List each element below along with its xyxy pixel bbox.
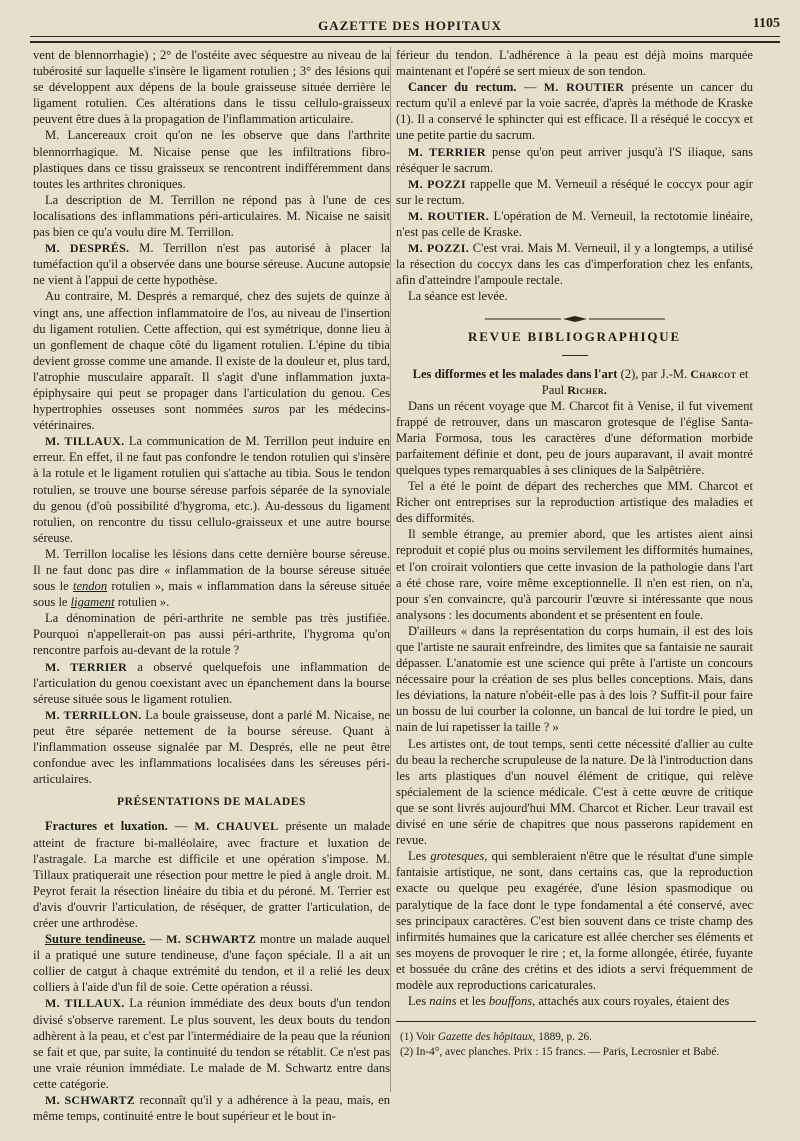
book-citation: [396, 366, 753, 398]
running-title: GAZETTE DES HOPITAUX: [318, 18, 502, 33]
paragraph: M. Lancereaux croit qu'on ne les observe que dans l'arthrite blennorrhagique. M. Nicaise pense que les infiltrations fibro-plastiques dans ce tissu graisseux se rencontrent indifféremment dans toutes les arthrites chroniques.: [33, 128, 390, 191]
paragraph: La séance est levée.: [408, 289, 508, 304]
italic-term: tendon: [72, 579, 108, 594]
italic-term: nains: [429, 994, 457, 1009]
paragraph-text: rotulien », mais « inflammation dans la séreuse située sous le: [33, 579, 390, 610]
footnote-text: , 1889, p. 26.: [532, 1031, 592, 1044]
right-column: [396, 47, 753, 1060]
paragraph-text: La communication de M. Terrillon peut induire en erreur. En effet, il ne faut pas confondre le tendon rotulien qui s'insère à la rotule et le ligament rotulien qui s'attache au tibia. Sous le tendon rotulien, se trouve une bourse séreuse parfois séparée de la synoviale du genou (d'où possibilité d'hygroma, etc.). Au-dessous du ligament rotulien, on rencontre du tissu cellulo-graisseux et une autre bourse séreuse.: [33, 434, 390, 545]
paragraph: Suture tendineuse. — M. SCHWARTZ montre un malade auquel il a pratiqué une suture tendineuse, d'une façon spéciale. Il a ait un collier de catgut à chaque extrémité du tendon, et il a relié les deux colliers à l'aide d'un fil de soie. Cette opération a réussi.: [33, 932, 390, 995]
paragraph: [33, 1092, 390, 1124]
paragraph: [396, 848, 753, 993]
paragraph-text: et les: [456, 994, 489, 1009]
paragraph: La description de M. Terrillon ne répond pas à l'une de ces localisations des inflammations péri-articulaires. M. Nicaise ne saisit pas bien ce qu'a voulu dire M. Terrillon.: [33, 192, 390, 240]
paragraph: Cancer du rectum. — M. ROUTIER présente un cancer du rectum qu'il a enlevé par la voie sacrée, d'après la méthode de Kraske (1). Il a conservé le sphincter qui est efficace. Il a réséqué le coccyx et une petite partie du sacrum.: [396, 80, 753, 143]
paragraph-text: pense qu'on peut arriver jusqu'à l'S iliaque, sans réséquer le sacrum.: [396, 144, 753, 175]
paragraph-text: M. Terrillon n'est pas autorisé à placer la tuméfaction qu'il a observée dans une bourse séreuse. Aucune autopsie ne vient à l'appui de cette hypothèse.: [33, 241, 390, 288]
paragraph: [396, 240, 753, 288]
speaker-name: M. TILLAUX.: [45, 434, 125, 449]
topic-title: Cancer du rectum.: [408, 80, 517, 95]
speaker-name: M. POZZI.: [408, 241, 470, 256]
paragraph-text: La réunion immédiate des deux bouts d'un tendon divisé s'observe rarement. Le plus souvent, les deux bouts du tendon adhèrent à la peau, et c'est par l'intermédiaire de la peau que la réunion se fait et que, par suite, la continuité du tendon se rétablit. Ce n'est pas une vraie réunion immédiate. Le malade de M. Schwartz entre dans cette catégorie.: [33, 996, 390, 1091]
header-rule-thick: [30, 41, 780, 43]
paragraph: D'ailleurs « dans la représentation du corps humain, il est des lois que l'artiste ne saurait enfreindre, des limites que sa fantaisie ne saurait dépasser. L'anatomie est une science qui prête à l'artiste un concours nécessaire pour la création de ses plus belles conceptions. Mais, dans les déviations, la nature n'obéit-elle pas à des lois ? Suffit-il pour faire un bossu de lui courber la colonne, un bancal de lui tordre le pied, un nain de lui rapetisser la taille ? »: [396, 623, 753, 735]
paragraph: Il semble étrange, au premier abord, que les artistes aient ainsi reproduit et copié plus ou moins servilement les difformités humaines, et l'on croirait volontiers que cette invasion de la pathologie dans l'art a été chose rare, voire même exceptionnelle. Il n'en est rien, on n'a, pour s'en convaincre, qu'à parcourir l'œuvre si intéressante que nous analysons : les documents abondent et se présentent en foule.: [396, 527, 753, 622]
speaker-name: M. TERRIER: [408, 144, 486, 159]
paragraph-text: C'est vrai. Mais M. Verneuil, il y a longtemps, a utilisé la résection du coccyx dans les cas d'imperforation chez les enfants, afin d'atteindre l'ampoule rectale.: [396, 241, 754, 288]
paragraph: férieur du tendon. L'adhérence à la peau est déjà moins marquée maintenant et l'opéré se sert mieux de son tendon.: [396, 48, 753, 79]
speaker-name: M. CHAUVEL: [194, 819, 279, 834]
paragraph: Tel a été le point de départ des recherches que MM. Charcot et Richer ont entreprises sur la reproduction artistique des maladies et des difformités.: [396, 479, 753, 526]
section-heading: REVUE BIBLIOGRAPHIQUE: [468, 328, 681, 344]
italic-term: grotesques: [430, 849, 485, 864]
footnotes: [396, 1030, 753, 1060]
paragraph-text: reconnaît qu'il y a adhérence à la peau, mais, en même temps, continuité entre le bout supérieur et le bout in-: [33, 1093, 390, 1124]
short-rule: [562, 355, 588, 356]
author-name: Charcot: [690, 366, 737, 381]
paragraph: [33, 240, 390, 288]
speaker-name: M. ROUTIER: [543, 80, 625, 95]
paragraph-text: rotulien ».: [114, 595, 170, 610]
column-divider: [390, 47, 391, 1092]
paragraph-text: présente un malade atteint de fracture bi-malléolaire, avec fracture et luxation de l'astragale. La marche est difficile et une opération s'impose. M. Tillaux pratiquerait une résection pour mettre le pied à angle droit. M. Peyrot ferait la résection linéaire du tibia et du péroné. M. Terrier est d'avis d'ouvrir l'articulation, de réséquer, de gratter l'articulation, de créer une arthrodèse.: [33, 819, 391, 930]
speaker-name: M. ROUTIER.: [408, 208, 490, 223]
paragraph-text: La boule graisseuse, dont a parlé M. Nicaise, ne peut être séparée nettement de la bourse séreuse. Quant à l'inflammation osseuse signalée par M. Després, elle ne peut être confondue avec les inflammations localisées dans les séreuses péri-articulaires.: [33, 707, 391, 787]
speaker-name: M. SCHWARTZ: [166, 932, 256, 947]
paragraph: La dénomination de péri-arthrite ne semble pas très justifiée. Pourquoi n'appellerait-on pas aussi péri-arthrite, l'hygroma qu'on rencontre parfois au-devant de la rotule ?: [33, 611, 390, 658]
paragraph: [396, 144, 753, 176]
italic-term: ligament: [70, 595, 115, 610]
header-rule-thin: [30, 36, 780, 37]
paragraph: [33, 707, 390, 787]
paragraph: Dans un récent voyage que M. Charcot fit à Venise, il fut vivement frappé de retrouver, dans un mascaron grotesque de l'église Santa-Maria Formosa, tous les caractères d'une déformation morbide parfaitement définie et dont, peu de jours auparavant, il avait montré quelques types remarquables à ses cliniques de la Salpêtrière.: [396, 398, 753, 477]
paragraph: [33, 288, 390, 433]
paragraph: Fractures et luxation. — M. CHAUVEL présente un malade atteint de fracture bi-malléolaire, avec fracture et luxation de l'astragale. La marche est difficile et une opération s'impose. M. Tillaux pratiquerait une résection pour mettre le pied à angle droit. M. Peyrot ferait la résection linéaire du tibia et du péroné. M. Terrier est d'avis d'ouvrir l'articulation, de réséquer, de gratter l'articulation, de créer une arthrodèse.: [33, 819, 391, 930]
paragraph-text: , qui sembleraient n'être que le résultat d'une simple fantaisie artistique, ne sont, dans certains cas, que la reproduction exacte ou quelque peu exagérée, d'une lésion spasmodique ou paralytique de la face dont le type fondamental a été conservé, avec ses principaux caractères. C'est bien souvent dans ce triste champ des infirmités humaines que la caricature est allée chercher ses éléments et ses moyens de provoquer le rire ; et, la forme allongée, étirée, fuyante et bossuée du crâne des crétins et des idiots a servi fréquemment de modèle aux reproductions caricaturales.: [396, 849, 753, 992]
footnote-rule: [396, 1021, 756, 1022]
paragraph-text: rappelle que M. Verneuil a réséqué le coccyx pour agir sur le rectum.: [396, 176, 753, 207]
paragraph-text: par les médecins-vétérinaires.: [33, 402, 390, 433]
paragraph: Les artistes ont, de tout temps, senti cette nécessité d'allier au culte du beau la recherche scrupuleuse de la nature. De là l'introduction dans les arts plastiques d'un nouvel élément de critique, qui relève spécialement de la science médicale. C'est à cette œuvre de critique que se sont livrés aujourd'hui MM. Charcot et Richer. Leur travail est divisé en une série de chapitres que nous passerons rapidement en revue.: [396, 736, 753, 848]
footnote: (2) In-4°, avec planches. Prix : 15 francs. — Paris, Lecrosnier et Babé.: [400, 1046, 720, 1059]
paragraph-text: présente un cancer du rectum qu'il a enlevé par la voie sacrée, d'après la méthode de Kraske (1). Il a conservé le sphincter qui est efficace. Il a réséqué le coccyx et une petite partie du sacrum.: [396, 80, 753, 143]
footnote: [396, 1030, 753, 1045]
section-heading: PRÉSENTATIONS DE MALADES: [116, 796, 307, 809]
speaker-name: M. DESPRÉS.: [45, 241, 130, 256]
speaker-name: M. POZZI: [408, 176, 467, 191]
author-name: Richer.: [567, 382, 608, 397]
paragraph: vent de blennorrhagie) ; 2° de l'ostéite avec séquestre au niveau de la tubérosité sur laquelle s'insère le ligament rotulien ; 3° des lésions qui se développent aux dépens de la boule graisseuse située derrière le ligament rotulien. Ces altérations dans le tissu cellulo-graisseux peuvent être dues à la propagation de l'inflammation articulaire.: [33, 48, 390, 127]
paragraph-text: Au contraire, M. Després a remarqué, chez des sujets de quinze à vingt ans, une affection inflammatoire de l'os, au niveau de l'insertion du ligament rotulien. Cette affection, qui est symétrique, donne lieu à un gonflement de chaque côté du ligament rotulien. L'épine du tibia devient grosse comme une amande. Il existe de la douleur et, plus tard, l'atrophie musculaire apparaît. Il s'agit d'une inflammation juxta-épiphysaire qui peut se propager dans l'articulation du genou. Ces hypertrophies osseuses sont nommées: [33, 289, 390, 417]
italic-term: Gazette des hôpitaux: [437, 1031, 533, 1044]
paragraph: [33, 659, 390, 707]
speaker-name: M. TERRILLON.: [45, 707, 142, 722]
footnote-text: (1) Voir: [400, 1031, 438, 1044]
paragraph: [396, 993, 753, 1009]
paragraph-text: a observé quelquefois une inflammation de l'articulation du genou coexistant avec un épanchement dans la bourse séreuse située sous le ligament rotulien.: [33, 659, 390, 706]
ornament-divider: [485, 315, 665, 323]
paragraph: [396, 176, 753, 208]
paragraph-text: Les: [408, 994, 430, 1009]
page-header: [40, 8, 780, 38]
paragraph-text: Les: [408, 849, 431, 864]
citation-text: (2), par J.-M.: [617, 366, 691, 381]
paragraph-text: montre un malade auquel il a pratiqué une suture tendineuse, d'une façon spéciale. Il a ait un collier de catgut à chaque extrémité du tendon, et il a relié les deux colliers à l'aide d'un fil de soie. Cette opération a réussi.: [33, 932, 390, 995]
topic-title: Suture tendineuse.: [45, 932, 146, 947]
paragraph-text: , attachés aux cours royales, étaient des: [532, 994, 730, 1009]
paragraph: [396, 208, 753, 240]
paragraph-text: M. Terrillon localise les lésions dans cette dernière bourse séreuse. Il ne faut donc pas dire « inflammation de la bourse séreuse située sous le: [33, 546, 390, 594]
paragraph: [33, 546, 390, 610]
paragraph: [33, 433, 390, 546]
italic-term: bouffons: [488, 994, 533, 1009]
book-title: Les difformes et les malades dans l'art: [412, 366, 618, 381]
speaker-name: M. TERRIER: [45, 659, 128, 674]
italic-term: suros: [252, 402, 280, 417]
speaker-name: M. TILLAUX.: [45, 996, 125, 1011]
speaker-name: M. SCHWARTZ: [45, 1093, 136, 1107]
topic-title: Fractures et luxation.: [45, 819, 168, 834]
paragraph: [33, 995, 390, 1092]
paragraph-text: L'opération de M. Verneuil, la rectotomie linéaire, n'est pas celle de Kraske.: [396, 208, 753, 240]
citation-text: et Paul: [541, 366, 749, 397]
left-column: [33, 47, 390, 1124]
page-number: 1105: [752, 16, 780, 31]
